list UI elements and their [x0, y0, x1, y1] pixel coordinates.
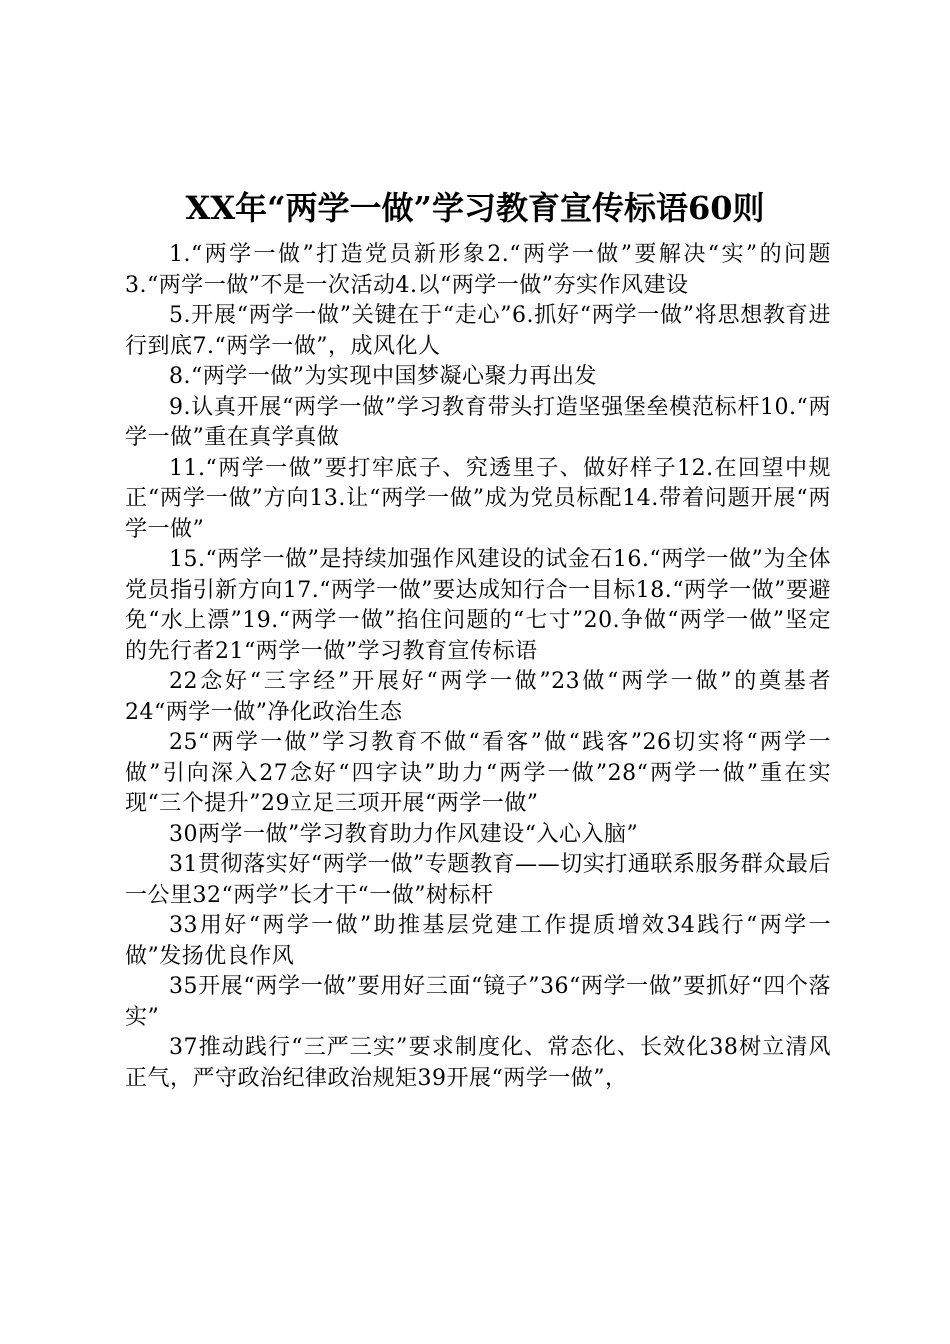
paragraph: 37推动践行“三严三实”要求制度化、常态化、长效化38树立清风正气，严守政治纪律政治规矩39开展“两学一做”，: [125, 1035, 831, 1091]
paragraph: 31贯彻落实好“两学一做”专题教育——切实打通联系服务群众最后一公里32“两学”长才干“一做”树标杆: [125, 852, 831, 908]
paragraph: 8.“两学一做”为实现中国梦凝心聚力再出发: [169, 364, 597, 389]
paragraph: 5.开展“两学一做”关键在于“走心”6.抓好“两学一做”将思想教育进行到底7.“两学一做”，成风化人: [125, 303, 831, 359]
paragraph: 15.“两学一做”是持续加强作风建设的试金石16.“两学一做”为全体党员指引新方向17.“两学一做”要达成知行合一目标18.“两学一做”要避免“水上漂”19.“两学一做”掐住问题的“七寸”20.争做“两学一做”坚定的先行者21“两学一做”学习教育宣传标语: [125, 547, 831, 664]
paragraph: 1.“两学一做”打造党员新形象2.“两学一做”要解决“实”的问题3.“两学一做”不是一次活动4.以“两学一做”夯实作风建设: [125, 242, 831, 298]
paragraph: 11.“两学一做”要打牢底子、究透里子、做好样子12.在回望中规正“两学一做”方向13.让“两学一做”成为党员标配14.带着问题开展“两学一做”: [125, 455, 831, 542]
paragraph: 35开展“两学一做”要用好三面“镜子”36“两学一做”要抓好“四个落实”: [125, 974, 831, 1030]
paragraph: 30两学一做”学习教育助力作风建设“入心入脑”: [169, 821, 639, 847]
document-title: XX年“两学一做”学习教育宣传标语60则: [185, 189, 765, 227]
paragraph: 33用好“两学一做”助推基层党建工作提质增效34践行“两学一做”发扬优良作风: [125, 913, 831, 969]
paragraph: 9.认真开展“两学一做”学习教育带头打造坚强堡垒模范标杆10.“两学一做”重在真学真做: [125, 394, 831, 450]
document-body: [125, 240, 831, 1094]
paragraph: 25“两学一做”学习教育不做“看客”做“践客”26切实将“两学一做”引向深入27念好“四字诀”助力“两学一做”28“两学一做”重在实现“三个提升”29立足三项开展“两学一做”: [125, 730, 831, 816]
paragraph: 22念好“三字经”开展好“两学一做”23做“两学一做”的奠基者24“两学一做”净化政治生态: [125, 669, 831, 725]
